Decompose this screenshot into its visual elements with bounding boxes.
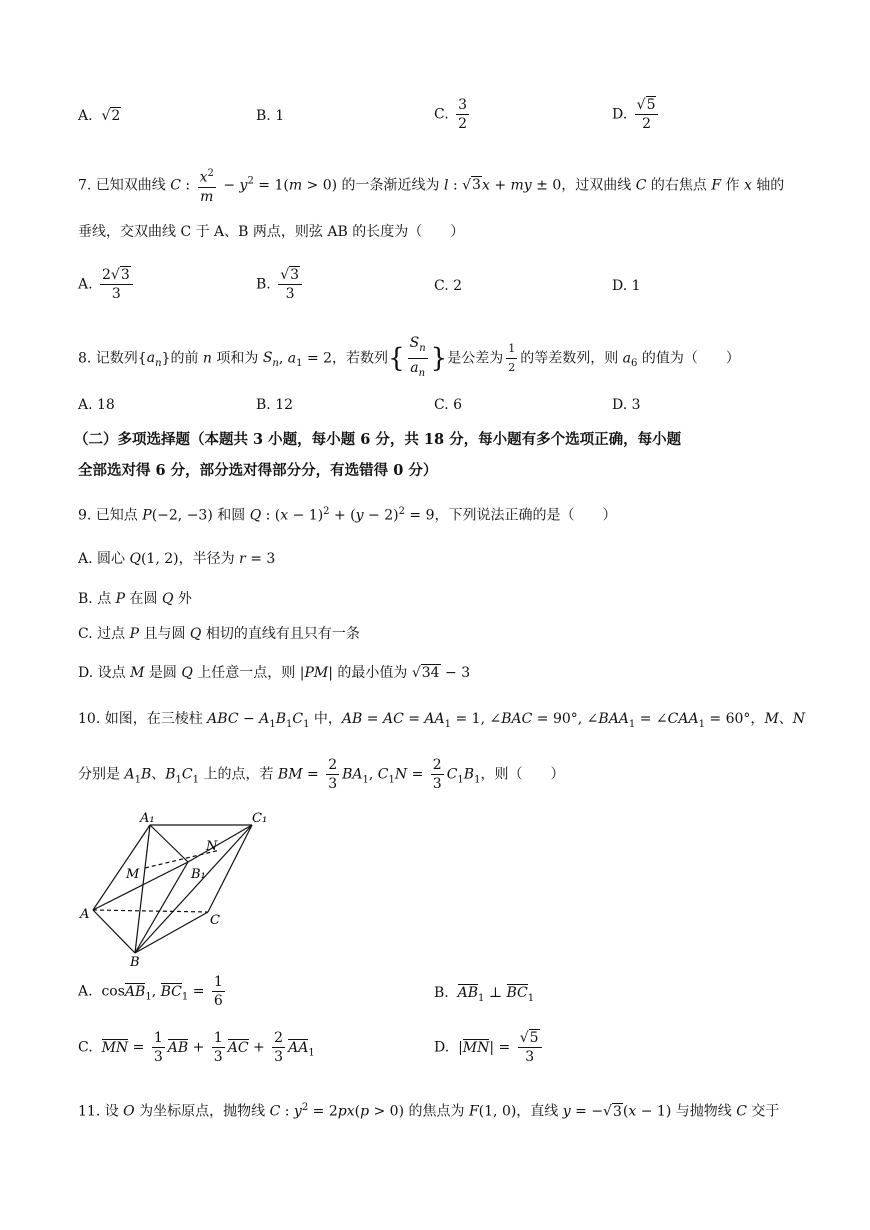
q6-option-d: D. $\frac{√5}{2}$: [612, 96, 661, 133]
q7-line2: 垂线，交双曲线 C 于 A、B 两点，则弦 AB 的长度为（ ）: [78, 224, 465, 240]
q6-option-a: A. √2: [78, 108, 121, 124]
q8-option-b: B. 12: [256, 397, 294, 413]
label-n: N: [206, 839, 218, 854]
q9-text: 9. 已知点 P(−2, −3) 和圆 Q : $(x - 1)^2 + (y - 2)^2 = 9$，下列说法正确的是（ ）: [78, 506, 617, 524]
label-b1: B₁: [191, 867, 206, 882]
q8-text: 8. 记数列$\{a_n\}$的前 n 项和为 $S_n$, $a_1 = 2$，若数列{ $\frac{S_n}{a_n}$ }是公差为 $\frac{1}{2}$ 的等差数列，则 $a_6$ 的值为（ ）: [78, 335, 740, 379]
section2-heading-line1: （二）多项选择题（本题共 3 小题，每小题 6 分，共 18 分，每小题有多个选项正确，每小题: [74, 431, 682, 448]
label-c1: C₁: [252, 811, 268, 826]
label-c: C: [210, 913, 220, 928]
q7-option-b: B. $\frac{√3}{3}$: [256, 266, 305, 303]
q9-option-d: D. 设点 M 是圆 Q 上任意一点，则 |PM| 的最小值为 √34 − 3: [78, 665, 471, 681]
label-b: B: [130, 955, 140, 968]
q6-option-c: C. $\frac{3}{2}$: [434, 97, 468, 132]
q7-option-c: C. 2: [434, 278, 463, 294]
q8-option-c: C. 6: [434, 397, 463, 413]
q9-option-a: A. 圆心 Q(1, 2)，半径为 r = 3: [78, 551, 276, 567]
q10-line2: 分别是 $A_1B$、$B_1C_1$ 上的点，若 BM = $\frac{2}{3}$ $BA_1$, $C_1N$ = $\frac{2}{3}$ $C_1B_1$，则（ ）: [78, 757, 565, 792]
section2-heading-line2: 全部选对得 6 分，部分选对得部分分，有选错得 0 分）: [78, 462, 438, 479]
label-a1: A₁: [140, 811, 155, 826]
label-a: A: [80, 907, 90, 922]
q9-option-b: B. 点 P 在圆 Q 外: [78, 591, 192, 607]
q7-line1: 7. 已知双曲线 C : $\frac{x^2}{m}$ − $y^2 = 1(m > 0)$ 的一条渐近线为 l : √3x + my ± 0，过双曲线 C 的右焦点 F 作 x 轴的: [78, 165, 784, 206]
q10-option-b: B. $AB_1$ ⊥ $BC_1$: [434, 985, 535, 1004]
label-m: M: [126, 867, 140, 882]
q9-option-c: C. 过点 P 且与圆 Q 相切的直线有且只有一条: [78, 626, 360, 642]
q7-option-a: A. $\frac{2√3}{3}$: [78, 266, 136, 303]
q10-option-d: D. |MN| = $\frac{√5}{3}$: [434, 1029, 545, 1066]
q10-option-c: C. MN = $\frac{1}{3}$ AB + $\frac{1}{3}$ AC + $\frac{2}{3}$ $AA_1$: [78, 1030, 315, 1065]
q10-line1: 10. 如图，在三棱柱 ABC − $A_1B_1C_1$ 中，AB = AC = $AA_1 = 1$, ∠BAC = 90°, $\angle BAA_1$ = $\angle CAA_1 = 60^\circ$，M、N: [78, 711, 806, 730]
q8-option-d: D. 3: [612, 397, 641, 413]
q8-option-a: A. 18: [78, 397, 115, 413]
q11-text: 11. 设 O 为坐标原点，抛物线 C : $y^2 = 2px(p > 0)$ 的焦点为 F(1, 0)，直线 y = −√3(x − 1) 与抛物线 C 交于: [78, 1102, 780, 1120]
prism-figure: [74, 808, 284, 968]
q6-option-b: B. 1: [256, 108, 285, 124]
q10-option-a: A. cosAB$_1$, $BC_1$ = $\frac{1}{6}$: [78, 974, 223, 1009]
q7-option-d: D. 1: [612, 278, 641, 294]
